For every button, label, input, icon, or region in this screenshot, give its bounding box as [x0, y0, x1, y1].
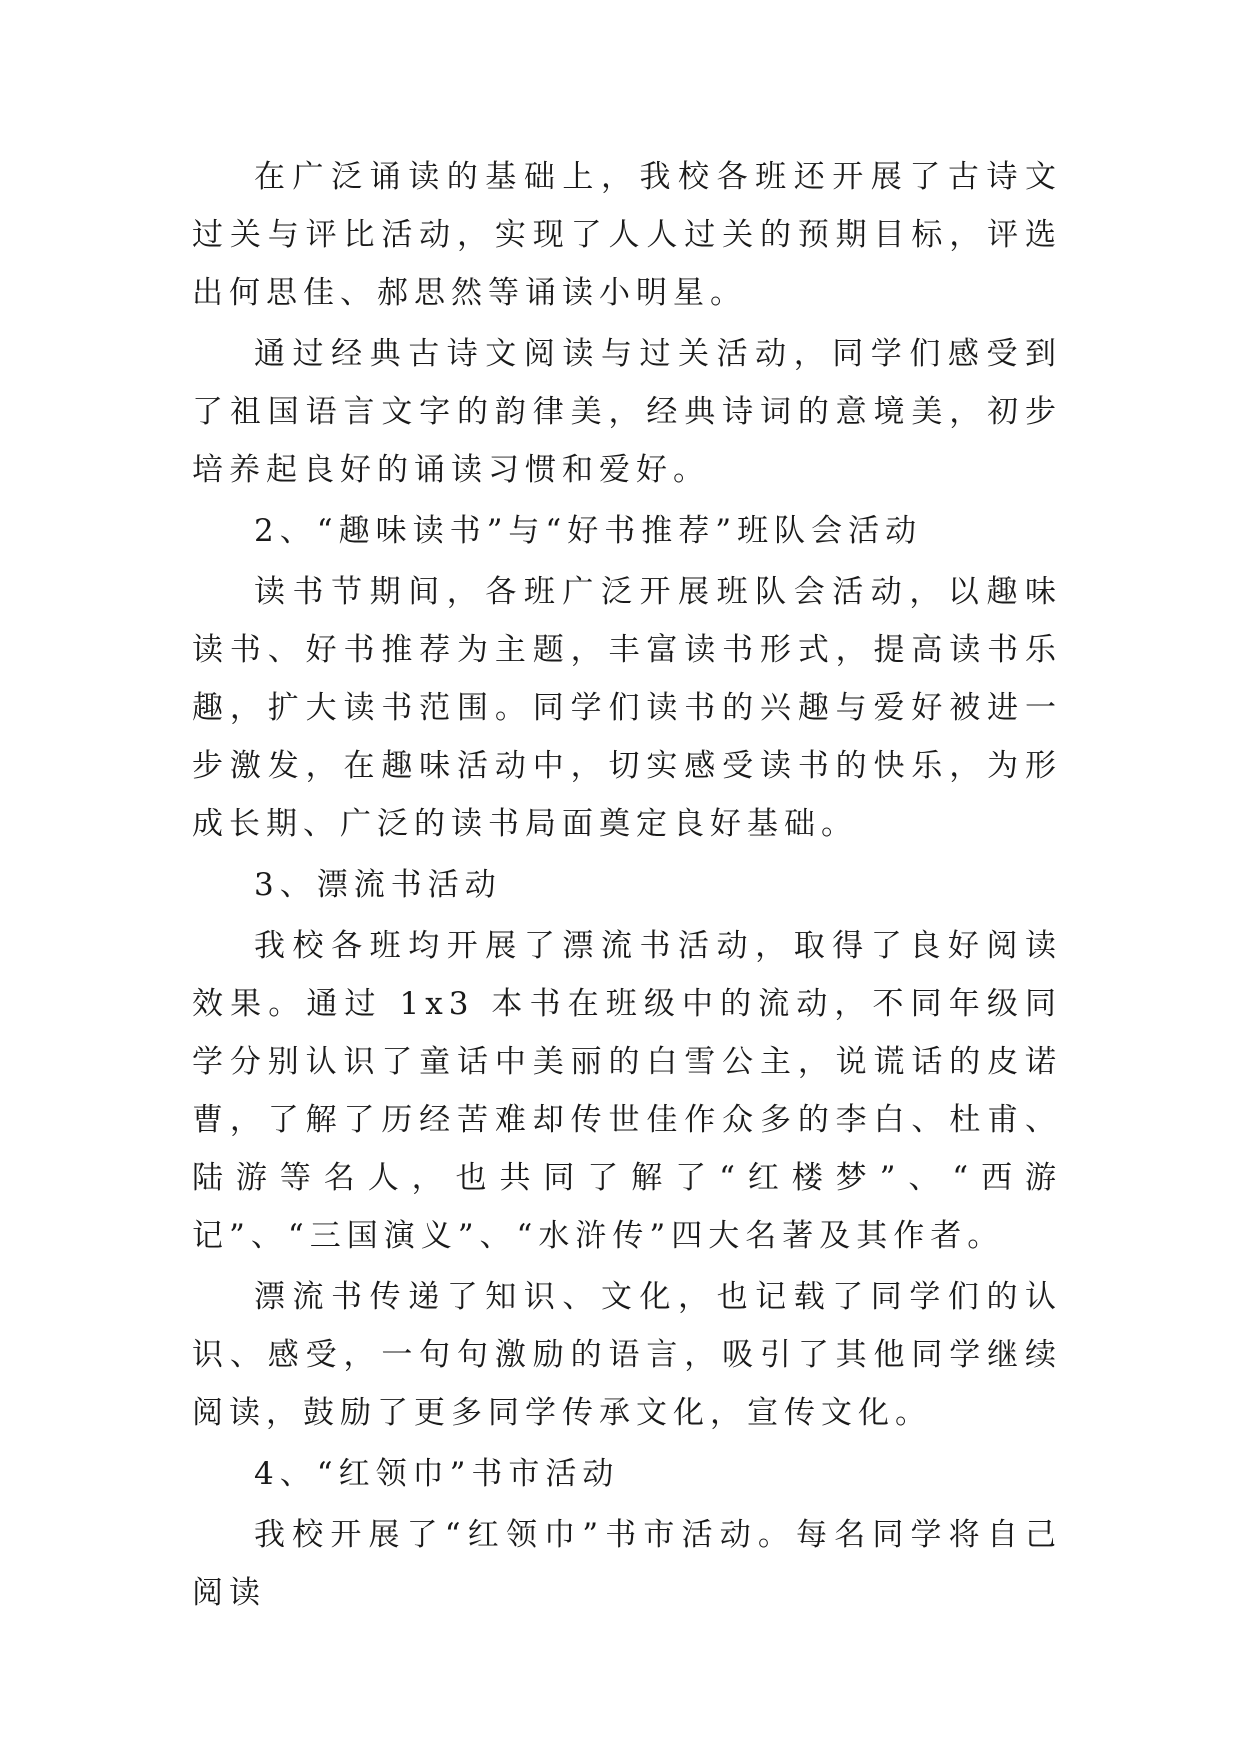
paragraph-book-market: 我校开展了“红领巾”书市活动。每名同学将自己阅读: [192, 1517, 1062, 1611]
paragraph-class-meeting: 读书节期间，各班广泛开展班队会活动，以趣味读书、好书推荐为主题，丰富读书形式，提高读书乐趣，扩大读书范围。同学们读书的兴趣与爱好被进一步激发，在趣味活动中，切实感受读书的快乐，为形成长期、广泛的读书局面奠定良好基础。: [192, 574, 1062, 842]
document-body: [192, 148, 1062, 1625]
paragraph-classics-reading: 通过经典古诗文阅读与过关活动，同学们感受到了祖国语言文字的韵律美，经典诗词的意境美，初步培养起良好的诵读习惯和爱好。: [192, 336, 1062, 488]
section-heading-4: 4、“红领巾”书市活动: [254, 1456, 620, 1492]
paragraph-drifting-books-culture: 漂流书传递了知识、文化，也记载了同学们的认识、感受，一句句激励的语言，吸引了其他同学继续阅读，鼓励了更多同学传承文化，宣传文化。: [192, 1279, 1062, 1431]
paragraph-recitation-evaluation: 在广泛诵读的基础上，我校各班还开展了古诗文过关与评比活动，实现了人人过关的预期目标，评选出何思佳、郝思然等诵读小明星。: [192, 159, 1062, 311]
section-heading-3: 3、漂流书活动: [254, 867, 502, 903]
section-heading-2: 2、“趣味读书”与“好书推荐”班队会活动: [254, 513, 923, 549]
paragraph-drifting-books: 我校各班均开展了漂流书活动，取得了良好阅读效果。通过 1x3 本书在班级中的流动，不同年级同学分别认识了童话中美丽的白雪公主，说谎话的皮诺曹，了解了历经苦难却传世佳作众多的李白、杜甫、陆游等名人，也共同了解了“红楼梦”、“西游记”、“三国演义”、“水浒传”四大名著及其作者。: [192, 928, 1062, 1254]
